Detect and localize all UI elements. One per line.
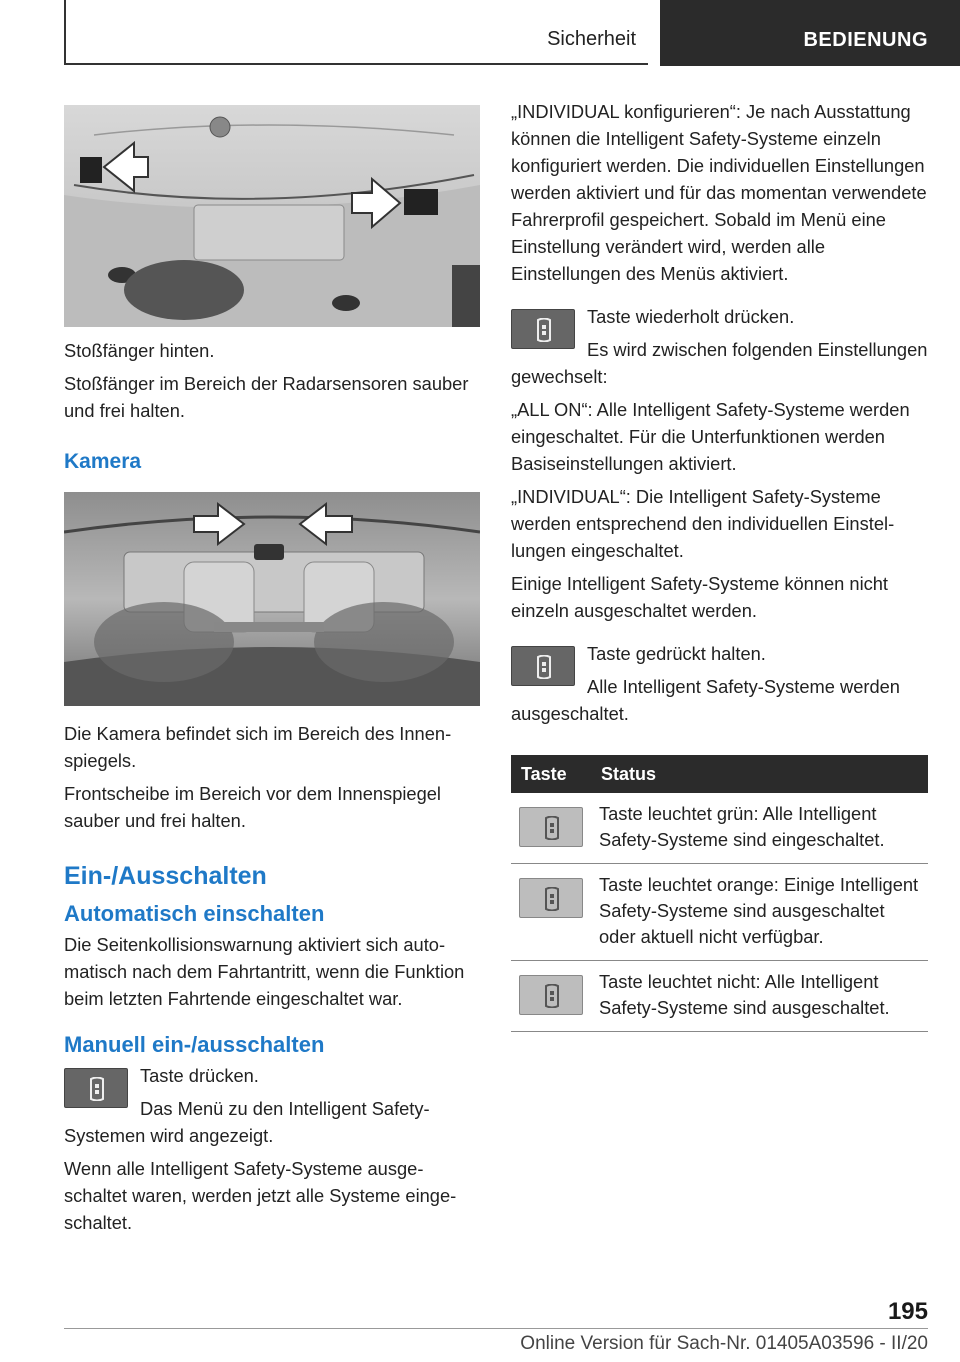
manuell-instruction [64, 1062, 480, 1155]
safety-button-icon [87, 1077, 107, 1101]
hold-instruction [511, 640, 928, 733]
repeat-press-instruction [511, 303, 928, 396]
header-tab [660, 0, 960, 66]
safety-button-orange [519, 878, 583, 918]
left-column [64, 105, 480, 1242]
manuell-text-1: Taste drücken. [140, 1065, 259, 1086]
footer-rule [64, 1328, 928, 1329]
all-on-text: „ALL ON“: Alle Intelligent Safety-Systeme werden eingeschaltet. Für die Unterfunktionen werden Basiseinstellungen aktiviert. [511, 399, 910, 474]
header-tab-label: BEDIENUNG [803, 29, 928, 51]
hold-text-2: Alle Intelligent Safety-Systeme werden ausgeschaltet. [511, 676, 900, 724]
table-row [511, 864, 928, 961]
header-left-rule [64, 0, 66, 64]
safety-button-icon [542, 887, 562, 911]
status-text: Taste leuchtet orange: Einige Intelligent Safety-Systeme sind ausgeschaltet oder aktuell nicht verfügbar. [591, 864, 928, 961]
status-table [511, 755, 928, 1032]
manuell-text-3: Wenn alle Intelligent Safety-Systeme ausgeschaltet waren, werden jetzt alle Systeme eingeschaltet. [64, 1158, 457, 1233]
heading-kamera: Kamera [64, 450, 142, 473]
camera-interior-image [64, 492, 480, 706]
header-bottom-rule [64, 63, 648, 65]
heading-ein-ausschalten: Ein-/Ausschalten [64, 862, 267, 890]
kamera-text-1: Die Kamera befindet sich im Bereich des Innenspiegels. [64, 723, 452, 771]
individual-mode-text: „INDIVIDUAL“: Die Intelligent Safety-Systeme werden entsprechend den individuellen Einstellungen eingeschaltet. [511, 486, 895, 561]
safety-button-icon [534, 318, 554, 342]
footer-online-version: Online Version für Sach-Nr. 01405A03596 - II/20 [520, 1333, 928, 1354]
safety-button-green [519, 807, 583, 847]
page-number: 195 [887, 1298, 928, 1325]
hold-text-1: Taste gedrückt halten. [587, 643, 766, 664]
heading-automatisch: Automatisch einschalten [64, 901, 325, 926]
manuell-text-2: Das Menü zu den Intelligent Safety-Systemen wird angezeigt. [64, 1098, 430, 1146]
rear-bumper-image [64, 105, 480, 327]
auto-text: Die Seitenkollisionswarnung aktiviert sich automatisch nach dem Fahrtantritt, wenn die Funktion beim letzten Fahrtende eingeschaltet war. [64, 934, 465, 1009]
safety-button-off [519, 975, 583, 1015]
repeat-text-2: Es wird zwischen folgenden Einstellungen gewechselt: [511, 339, 928, 387]
caption-rear-bumper: Stoßfänger hinten. [64, 340, 215, 361]
individual-text: „INDIVIDUAL konfigurieren“: Je nach Ausstattung können die Intelligent Safety-Systeme einzeln konfiguriert werden. Die individuellen Einstellungen werden aktiviert und für das momentan verwendete Fahrerprofil gespeichert. Sobald im Menü eine Einstellung verändert wird, werden alle Einstellungen des Menüs aktiviert. [511, 101, 927, 284]
table-row [511, 793, 928, 864]
safety-button-icon [542, 984, 562, 1008]
cannot-disable-text: Einige Intelligent Safety-Systeme können nicht einzeln ausgeschaltet werden. [511, 573, 889, 621]
safety-button-icon [534, 655, 554, 679]
header-section: Sicherheit [547, 28, 636, 50]
status-text: Taste leuchtet grün: Alle Intelligent Safety-Systeme sind eingeschaltet. [591, 793, 928, 864]
heading-manuell: Manuell ein-/ausschalten [64, 1032, 325, 1057]
safety-button-icon [542, 816, 562, 840]
col-status: Status [591, 755, 928, 793]
safety-button-repeat [511, 309, 575, 349]
col-taste: Taste [511, 755, 591, 793]
right-column [511, 98, 928, 1032]
table-row [511, 961, 928, 1032]
status-text: Taste leuchtet nicht: Alle Intelligent Safety-Systeme sind ausgeschaltet. [591, 961, 928, 1032]
safety-button [64, 1068, 128, 1108]
kamera-text-2: Frontscheibe im Bereich vor dem Innenspiegel sauber und frei halten. [64, 783, 441, 831]
caption-radar-sensors: Stoßfänger im Bereich der Radarsensoren sauber und frei halten. [64, 373, 469, 421]
safety-button-hold [511, 646, 575, 686]
repeat-text-1: Taste wiederholt drücken. [587, 306, 795, 327]
